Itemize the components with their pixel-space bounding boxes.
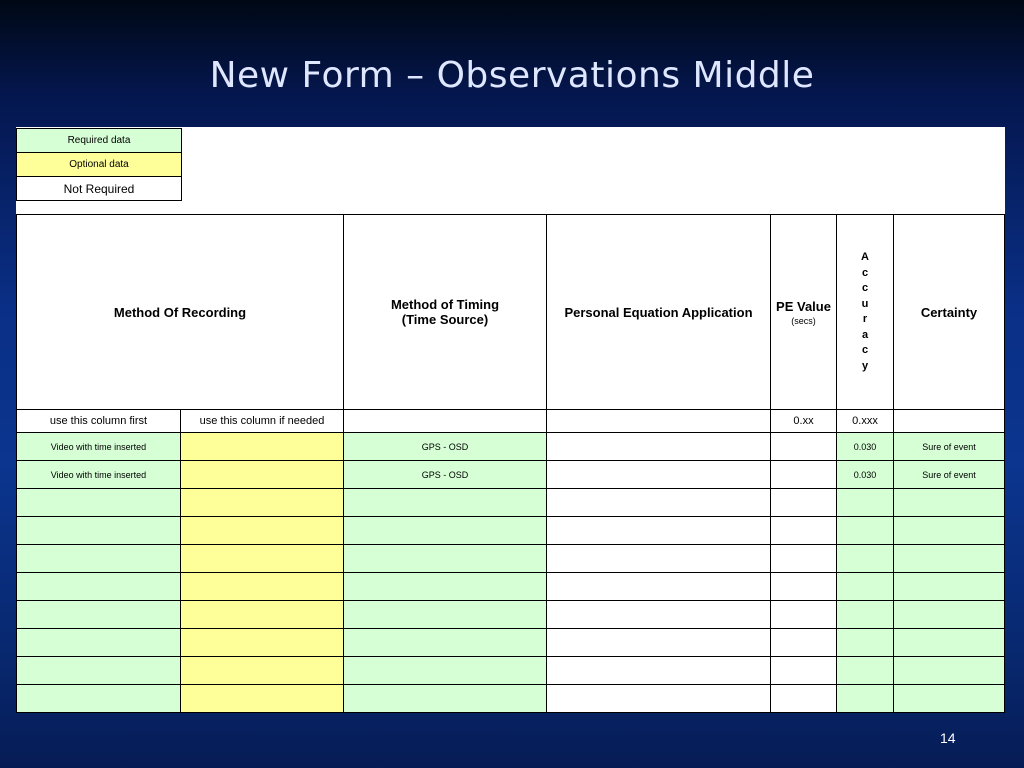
cell-pe-value[interactable]	[771, 573, 837, 601]
guide-pe-application	[547, 410, 771, 433]
cell-method-timing[interactable]	[344, 601, 547, 629]
accuracy-letter: c	[861, 266, 869, 279]
cell-method-recording[interactable]	[17, 517, 181, 545]
header-method-of-recording: Method Of Recording	[17, 215, 344, 410]
cell-certainty[interactable]	[894, 601, 1005, 629]
header-pe-value	[771, 215, 837, 410]
cell-method-recording[interactable]	[17, 573, 181, 601]
header-accuracy	[837, 215, 894, 410]
cell-method-recording[interactable]	[17, 601, 181, 629]
legend-optional: Optional data	[17, 153, 182, 177]
cell-accuracy[interactable]: 0.030	[837, 433, 894, 461]
cell-method-timing[interactable]: GPS - OSD	[344, 433, 547, 461]
cell-method-recording[interactable]	[17, 489, 181, 517]
cell-method-recording-alt[interactable]	[181, 461, 344, 489]
data-rows	[17, 433, 1005, 713]
cell-method-timing[interactable]: GPS - OSD	[344, 461, 547, 489]
guide-column-if-needed: use this column if needed	[181, 410, 344, 433]
cell-method-recording[interactable]	[17, 629, 181, 657]
table-row	[17, 685, 1005, 713]
guide-certainty	[894, 410, 1005, 433]
cell-method-recording-alt[interactable]	[181, 573, 344, 601]
cell-method-recording-alt[interactable]	[181, 545, 344, 573]
cell-accuracy[interactable]	[837, 573, 894, 601]
cell-pe-value[interactable]	[771, 433, 837, 461]
table-row	[17, 573, 1005, 601]
cell-pe-application[interactable]	[547, 489, 771, 517]
page-number: 14	[940, 730, 956, 746]
guide-row	[17, 410, 1005, 433]
table-row	[17, 545, 1005, 573]
table-row	[17, 657, 1005, 685]
header-method-of-timing-line2: (Time Source)	[401, 312, 489, 327]
cell-accuracy[interactable]: 0.030	[837, 461, 894, 489]
cell-accuracy[interactable]	[837, 545, 894, 573]
cell-method-timing[interactable]	[344, 629, 547, 657]
cell-pe-application[interactable]	[547, 545, 771, 573]
guide-accuracy: 0.xxx	[837, 410, 894, 433]
cell-method-recording-alt[interactable]	[181, 685, 344, 713]
cell-pe-application[interactable]	[547, 433, 771, 461]
cell-accuracy[interactable]	[837, 657, 894, 685]
table-row	[17, 461, 1005, 489]
cell-pe-application[interactable]	[547, 685, 771, 713]
header-row	[17, 215, 1005, 410]
cell-method-recording[interactable]: Video with time inserted	[17, 461, 181, 489]
cell-accuracy[interactable]	[837, 517, 894, 545]
cell-accuracy[interactable]	[837, 489, 894, 517]
header-method-of-timing-line1: Method of Timing	[390, 297, 500, 312]
cell-certainty[interactable]	[894, 489, 1005, 517]
header-pe-application: Personal Equation Application	[547, 215, 771, 410]
cell-method-timing[interactable]	[344, 657, 547, 685]
cell-pe-application[interactable]	[547, 573, 771, 601]
guide-column-first: use this column first	[17, 410, 181, 433]
legend-required: Required data	[17, 129, 182, 153]
cell-certainty[interactable]: Sure of event	[894, 461, 1005, 489]
cell-certainty[interactable]	[894, 657, 1005, 685]
legend-not-required: Not Required	[17, 177, 182, 201]
cell-accuracy[interactable]	[837, 685, 894, 713]
cell-method-recording-alt[interactable]	[181, 489, 344, 517]
cell-certainty[interactable]	[894, 685, 1005, 713]
cell-method-recording[interactable]	[17, 545, 181, 573]
guide-pe-value: 0.xx	[771, 410, 837, 433]
cell-method-recording-alt[interactable]	[181, 433, 344, 461]
table-row	[17, 601, 1005, 629]
cell-method-timing[interactable]	[344, 685, 547, 713]
cell-pe-value[interactable]	[771, 685, 837, 713]
table-row	[17, 629, 1005, 657]
cell-method-timing[interactable]	[344, 573, 547, 601]
accuracy-letter: r	[862, 313, 868, 325]
cell-certainty[interactable]	[894, 545, 1005, 573]
cell-certainty[interactable]	[894, 517, 1005, 545]
cell-pe-application[interactable]	[547, 517, 771, 545]
cell-method-recording-alt[interactable]	[181, 517, 344, 545]
cell-method-timing[interactable]	[344, 517, 547, 545]
header-pe-value-unit: (secs)	[791, 315, 816, 326]
cell-method-recording[interactable]: Video with time inserted	[17, 433, 181, 461]
cell-pe-application[interactable]	[547, 629, 771, 657]
cell-pe-application[interactable]	[547, 657, 771, 685]
cell-method-recording[interactable]	[17, 685, 181, 713]
table-row	[17, 433, 1005, 461]
color-legend	[16, 128, 182, 201]
cell-pe-value[interactable]	[771, 657, 837, 685]
accuracy-letter: u	[861, 297, 869, 310]
cell-method-recording[interactable]	[17, 657, 181, 685]
slide-title: New Form – Observations Middle	[209, 55, 815, 96]
cell-method-recording-alt[interactable]	[181, 629, 344, 657]
cell-pe-value[interactable]	[771, 489, 837, 517]
accuracy-letter: a	[861, 328, 869, 341]
cell-method-recording-alt[interactable]	[181, 657, 344, 685]
header-pe-value-label: PE Value	[776, 298, 831, 314]
cell-certainty[interactable]: Sure of event	[894, 433, 1005, 461]
cell-certainty[interactable]	[894, 573, 1005, 601]
guide-timing	[344, 410, 547, 433]
accuracy-letter: c	[861, 282, 869, 294]
cell-method-recording-alt[interactable]	[181, 601, 344, 629]
header-method-of-timing	[344, 215, 547, 410]
observations-table	[16, 214, 1005, 713]
cell-method-timing[interactable]	[344, 489, 547, 517]
header-certainty: Certainty	[894, 215, 1005, 410]
cell-certainty[interactable]	[894, 629, 1005, 657]
accuracy-letter: c	[861, 344, 869, 356]
cell-accuracy[interactable]	[837, 629, 894, 657]
table-row	[17, 517, 1005, 545]
accuracy-letter: y	[861, 359, 869, 372]
cell-pe-value[interactable]	[771, 545, 837, 573]
cell-pe-application[interactable]	[547, 601, 771, 629]
cell-pe-value[interactable]	[771, 629, 837, 657]
cell-pe-value[interactable]	[771, 461, 837, 489]
accuracy-letter: A	[861, 251, 869, 263]
cell-pe-application[interactable]	[547, 461, 771, 489]
table-row	[17, 489, 1005, 517]
cell-pe-value[interactable]	[771, 517, 837, 545]
cell-method-timing[interactable]	[344, 545, 547, 573]
cell-pe-value[interactable]	[771, 601, 837, 629]
cell-accuracy[interactable]	[837, 601, 894, 629]
